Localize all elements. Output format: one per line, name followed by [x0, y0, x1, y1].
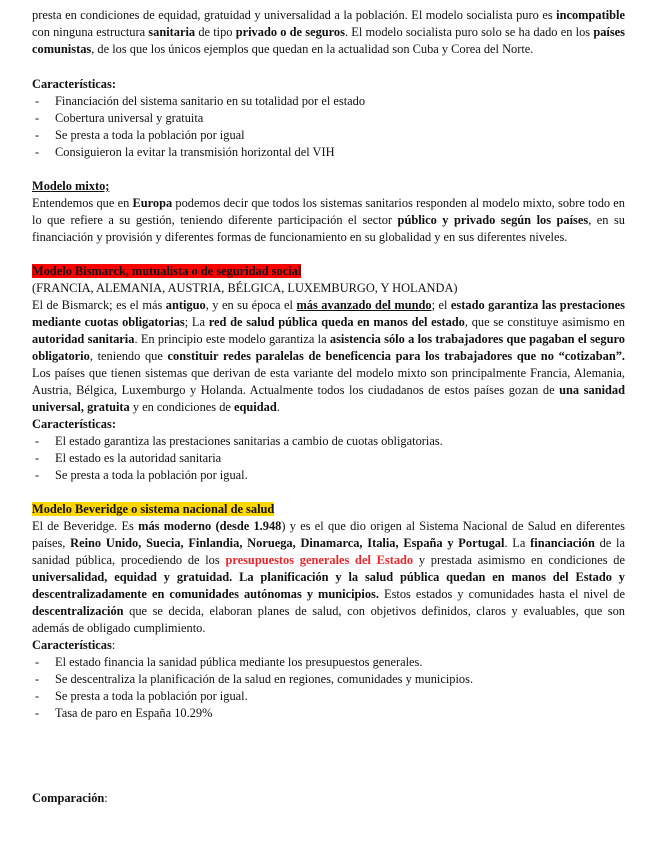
bismarck-paragraph: El de Bismarck; es el más antiguo, y en su época el más avanzado del mundo; el estado garantiza las prestaciones mediante cuotas obligatorias; La red de salud pública queda en manos del estado, que se constituye asimismo en autoridad sanitaria. En principio este modelo garantiza la asistencia sólo a los trabajadores que pagaban el seguro obligatorio, teniendo que constituir redes paralelas de beneficencia para los trabajadores que no “cotizaban”. Los países que tienen sistemas que derivan de esta variante del modelo mixto son principalmente Francia, Alemania, Austria, Bélgica, Luxemburgo y Holanda. Actualmente todos los ciudadanos de estos países gozan de una sanidad universal, gratuita y en condiciones de equidad. [32, 298, 626, 414]
list-marker: - [35, 145, 40, 159]
intro-paragraph: presta en condiciones de equidad, gratuidad y universalidad a la población. El modelo socialista puro es incompatible con ninguna estructura sanitaria de tipo privado o de seguros. El modelo socialista puro solo se ha dado en los países comunistas, de los que los únicos ejemplos que quedan en la actualidad son Cuba y Corea del Norte. [32, 8, 625, 56]
comparacion-heading: Comparación: [32, 791, 108, 805]
list-item: - Se presta a toda la población por igual [35, 128, 245, 142]
list-item: - Tasa de paro en España 10.29% [35, 706, 213, 720]
list-marker: - [35, 672, 40, 686]
list-marker: - [35, 451, 40, 465]
list-marker: - [35, 706, 40, 720]
beveridge-heading: Modelo Beveridge o sistema nacional de salud [32, 502, 275, 516]
list-marker: - [35, 128, 40, 142]
list-item: - Financiación del sistema sanitario en su totalidad por el estado [35, 94, 366, 108]
beveridge-characteristics-heading: Características: [32, 638, 116, 652]
list-item: - El estado es la autoridad sanitaria [35, 451, 222, 465]
list-item: - Se descentraliza la planificación de la salud en regiones, comunidades y municipios. [35, 672, 474, 686]
list-item: - Se presta a toda la población por igual. [35, 468, 248, 482]
bismarck-characteristics-heading: Características: [32, 417, 116, 431]
socialista-characteristics-heading: Características: [32, 77, 116, 91]
list-marker: - [35, 111, 40, 125]
mixto-paragraph: Entendemos que en Europa podemos decir que todos los sistemas sanitarios responden al modelo mixto, sobre todo en lo que refiere a su gestión, teniendo diferente participación el sector público y privado según los países, en su financiación y provisión y diferentes formas de funcionamiento en su globalidad y en sus diferentes niveles. [32, 196, 625, 244]
list-marker: - [35, 434, 40, 448]
bismarck-characteristics-list [32, 433, 625, 484]
list-item: - Se presta a toda la población por igual. [35, 689, 248, 703]
beveridge-paragraph: El de Beveridge. Es más moderno (desde 1.948) y es el que dio origen al Sistema Nacional de Salud en diferentes países, Reino Unido, Suecia, Finlandia, Noruega, Dinamarca, Italia, España y Portugal. La financiación de la sanidad pública, procediendo de los presupuestos generales del Estado y prestada asimismo en condiciones de universalidad, equidad y gratuidad. La planificación y la salud pública quedan en manos del Estado y descentralizadamente en comunidades autónomas y municipios. Estos estados y comunidades hasta el nivel de descentralización que se decida, elaboran planes de salud, con objetivos definidos, claros y evaluables, que son además de obligado cumplimiento. [32, 519, 625, 635]
list-marker: - [35, 468, 40, 482]
list-item: - Consiguieron la evitar la transmisión horizontal del VIH [35, 145, 335, 159]
beveridge-characteristics-list [32, 654, 625, 722]
bismarck-countries: (FRANCIA, ALEMANIA, AUSTRIA, BÉLGICA, LUXEMBURGO, Y HOLANDA) [32, 281, 458, 295]
list-item: - Cobertura universal y gratuita [35, 111, 204, 125]
mixto-heading: Modelo mixto; [32, 179, 110, 193]
socialista-characteristics-list [32, 93, 625, 161]
list-marker: - [35, 689, 40, 703]
bismarck-heading: Modelo Bismarck, mutualista o de seguridad social [32, 264, 302, 278]
list-marker: - [35, 655, 40, 669]
list-marker: - [35, 94, 40, 108]
list-item: - El estado garantiza las prestaciones sanitarias a cambio de cuotas obligatorias. [35, 434, 443, 448]
list-item: - El estado financia la sanidad pública mediante los presupuestos generales. [35, 655, 423, 669]
